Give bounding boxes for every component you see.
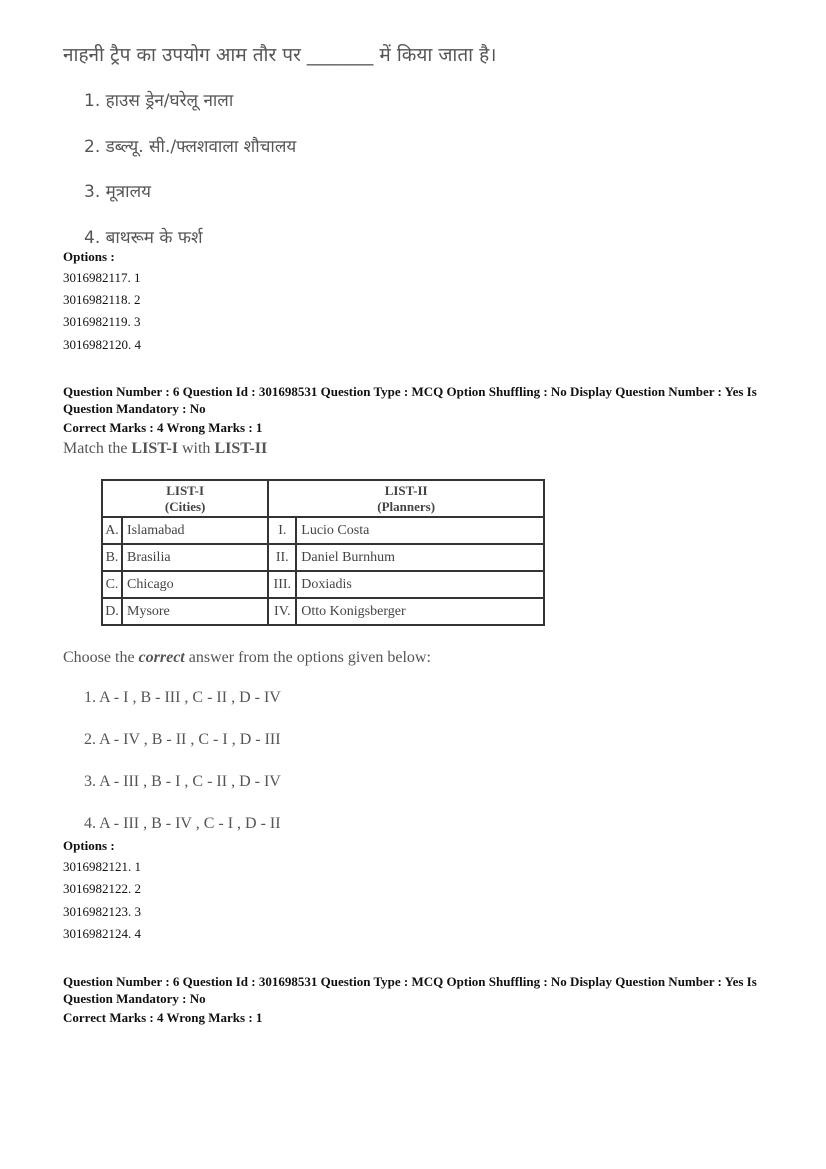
option-id: 3016982123. 3 (63, 904, 141, 919)
row-city: Brasilia (122, 544, 268, 571)
row-roman: II. (268, 544, 296, 571)
table-row (102, 598, 544, 625)
choose-suffix: answer from the options given below: (184, 649, 431, 666)
option-id: 3016982122. 2 (63, 881, 141, 896)
answer-option-3: 3. A - III , B - I , C - II , D - IV (84, 773, 281, 790)
question-meta: Question Number : 6 Question Id : 301698531 Question Type : MCQ Option Shuffling : No Display Question Number : Yes Is Question Mandatory : No (63, 384, 757, 416)
hindi-option-2: 2. डब्ल्यू. सी./फ्लशवाला शौचालय (84, 137, 297, 157)
question-marks: Correct Marks : 4 Wrong Marks : 1 (63, 420, 263, 435)
row-planner: Otto Konigsberger (296, 598, 544, 625)
row-roman: I. (268, 517, 296, 544)
answer-option-4: 4. A - III , B - IV , C - I , D - II (84, 815, 281, 832)
answer-option-2: 2. A - IV , B - II , C - I , D - III (84, 731, 281, 748)
choose-emphasis: correct (138, 649, 185, 666)
row-city: Mysore (122, 598, 268, 625)
hindi-option-3: 3. मूत्रालय (84, 182, 151, 202)
row-roman: IV. (268, 598, 296, 625)
choose-instruction (63, 649, 431, 667)
list2-header (268, 480, 544, 517)
hindi-option-4: 4. बाथरूम के फर्श (84, 228, 203, 248)
row-planner: Doxiadis (296, 571, 544, 598)
table-row (102, 517, 544, 544)
options-label: Options : (63, 249, 115, 264)
row-letter: C. (102, 571, 122, 598)
row-letter: A. (102, 517, 122, 544)
hindi-option-1: 1. हाउस ड्रेन/घरेलू नाला (84, 91, 234, 111)
answer-option-1: 1. A - I , B - III , C - II , D - IV (84, 689, 281, 706)
row-letter: D. (102, 598, 122, 625)
hindi-question-stem: नाहनी ट्रैप का उपयोग आम तौर पर _______ में किया जाता है। (63, 44, 497, 66)
table-row (102, 571, 544, 598)
stem-list1: LIST-I (131, 440, 178, 457)
table-row (102, 544, 544, 571)
list2-title: LIST-II (384, 482, 428, 498)
stem-list2: LIST-II (214, 440, 268, 457)
table-header-row (102, 480, 544, 517)
option-id: 3016982117. 1 (63, 270, 141, 285)
row-planner: Daniel Burnhum (296, 544, 544, 571)
row-letter: B. (102, 544, 122, 571)
question-stem (63, 440, 267, 458)
list1-header (102, 480, 268, 517)
list1-subtitle: (Cities) (164, 498, 206, 514)
option-id: 3016982124. 4 (63, 926, 141, 941)
options-label: Options : (63, 838, 115, 853)
option-id: 3016982118. 2 (63, 292, 141, 307)
match-table (101, 479, 545, 626)
option-id: 3016982119. 3 (63, 314, 141, 329)
stem-mid: with (177, 440, 215, 457)
list2-subtitle: (Planners) (377, 498, 436, 514)
list1-title: LIST-I (166, 482, 205, 498)
question-meta: Question Number : 6 Question Id : 301698531 Question Type : MCQ Option Shuffling : No Display Question Number : Yes Is Question Mandatory : No (63, 974, 757, 1006)
row-city: Chicago (122, 571, 268, 598)
row-city: Islamabad (122, 517, 268, 544)
row-planner: Lucio Costa (296, 517, 544, 544)
option-id: 3016982120. 4 (63, 337, 141, 352)
question-marks: Correct Marks : 4 Wrong Marks : 1 (63, 1010, 263, 1025)
row-roman: III. (268, 571, 296, 598)
stem-prefix: Match the (63, 440, 132, 457)
choose-prefix: Choose the (63, 649, 139, 666)
option-id: 3016982121. 1 (63, 859, 141, 874)
